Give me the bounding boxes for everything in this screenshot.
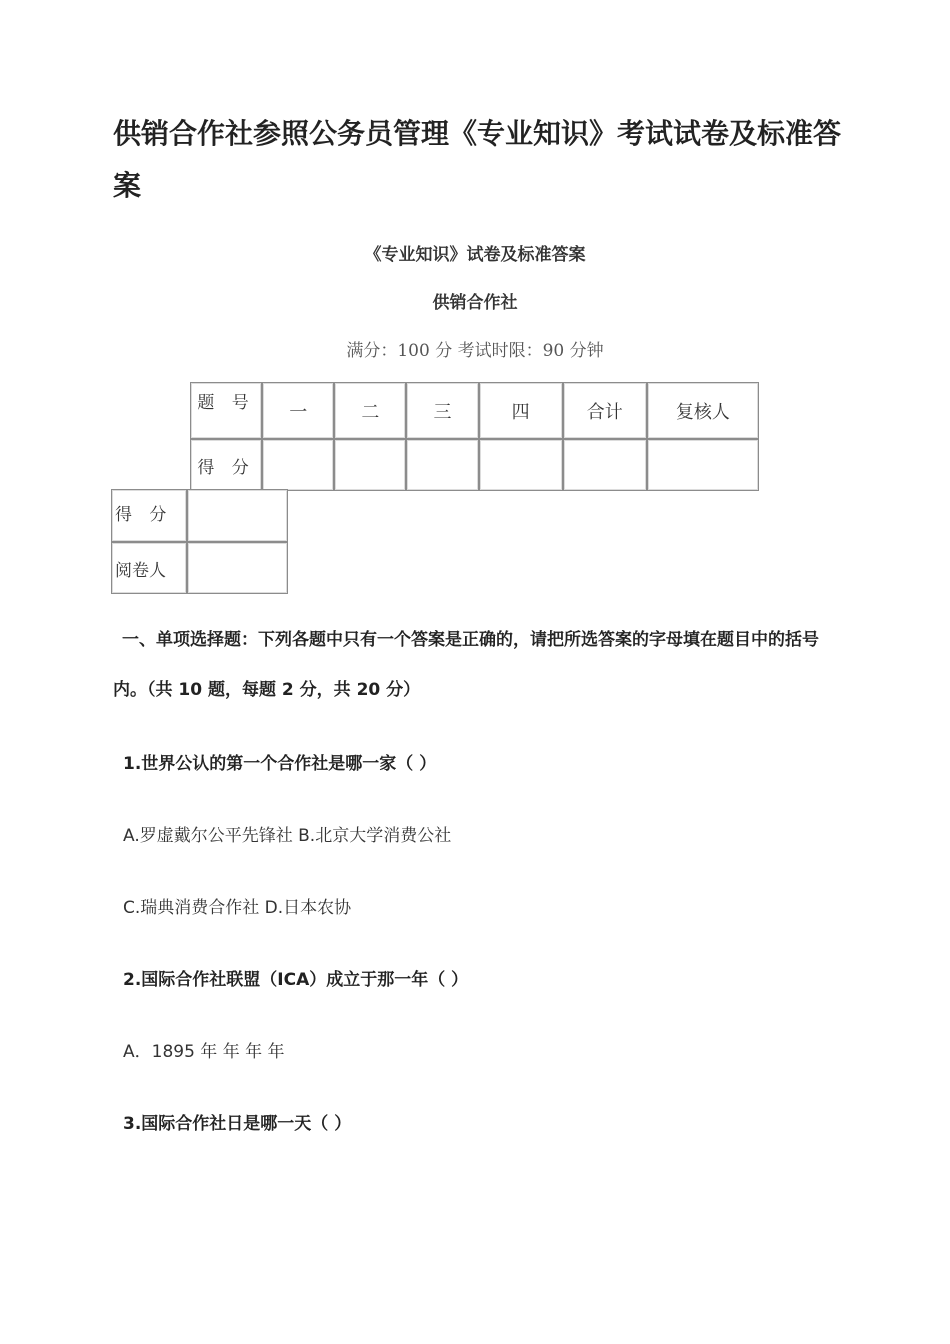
question-1-options-line-2: C.瑞典消费合作社 D.日本农协	[123, 898, 352, 918]
section-heading-text: 一、单项选择题：下列各题中只有一个答案是正确的，请把所选答案的字母填在题目中的括号内。（共 10 题，每题 2 分，共 20 分）	[113, 630, 819, 700]
reader-score-cell	[187, 489, 288, 542]
column-header-2: 二	[334, 382, 406, 439]
question-2-options-line-1: A．1895 年 年 年 年	[123, 1042, 285, 1062]
organization-name: 供销合作社	[432, 293, 518, 313]
score-cell-total	[563, 439, 647, 491]
exam-meta: 满分：100 分 考试时限：90 分钟	[346, 341, 604, 361]
section-heading	[113, 615, 843, 715]
score-cell-1	[262, 439, 334, 491]
question-number-label: 题 号	[190, 382, 262, 439]
question-2-stem: 2.国际合作社联盟（ICA）成立于那一年（ ）	[123, 970, 469, 990]
score-table-header-row	[190, 382, 759, 439]
reader-table-score-row	[111, 489, 288, 542]
score-row-label: 得 分	[190, 439, 262, 491]
column-header-1: 一	[262, 382, 334, 439]
column-header-reviewer: 复核人	[647, 382, 759, 439]
document-title: 供销合作社参照公务员管理《专业知识》考试试卷及标准答案	[113, 117, 842, 202]
reader-table	[111, 489, 288, 594]
column-header-total: 合计	[563, 382, 647, 439]
score-cell-3	[406, 439, 478, 491]
reader-label: 阅卷人	[111, 542, 187, 594]
question-1-options-line-1: A.罗虚戴尔公平先锋社 B.北京大学消费公社	[123, 826, 452, 846]
reader-score-label: 得 分	[111, 489, 187, 542]
question-1-stem: 1.世界公认的第一个合作社是哪一家（ ）	[123, 754, 437, 774]
score-cell-2	[334, 439, 406, 491]
column-header-4: 四	[479, 382, 563, 439]
question-3-stem: 3.国际合作社日是哪一天（ ）	[123, 1114, 352, 1134]
score-table	[190, 382, 759, 491]
score-table-score-row	[190, 439, 759, 491]
reader-cell	[187, 542, 288, 594]
exam-subtitle: 《专业知识》试卷及标准答案	[364, 245, 586, 265]
score-cell-reviewer	[647, 439, 759, 491]
column-header-3: 三	[406, 382, 478, 439]
reader-table-reader-row	[111, 542, 288, 594]
score-cell-4	[479, 439, 563, 491]
